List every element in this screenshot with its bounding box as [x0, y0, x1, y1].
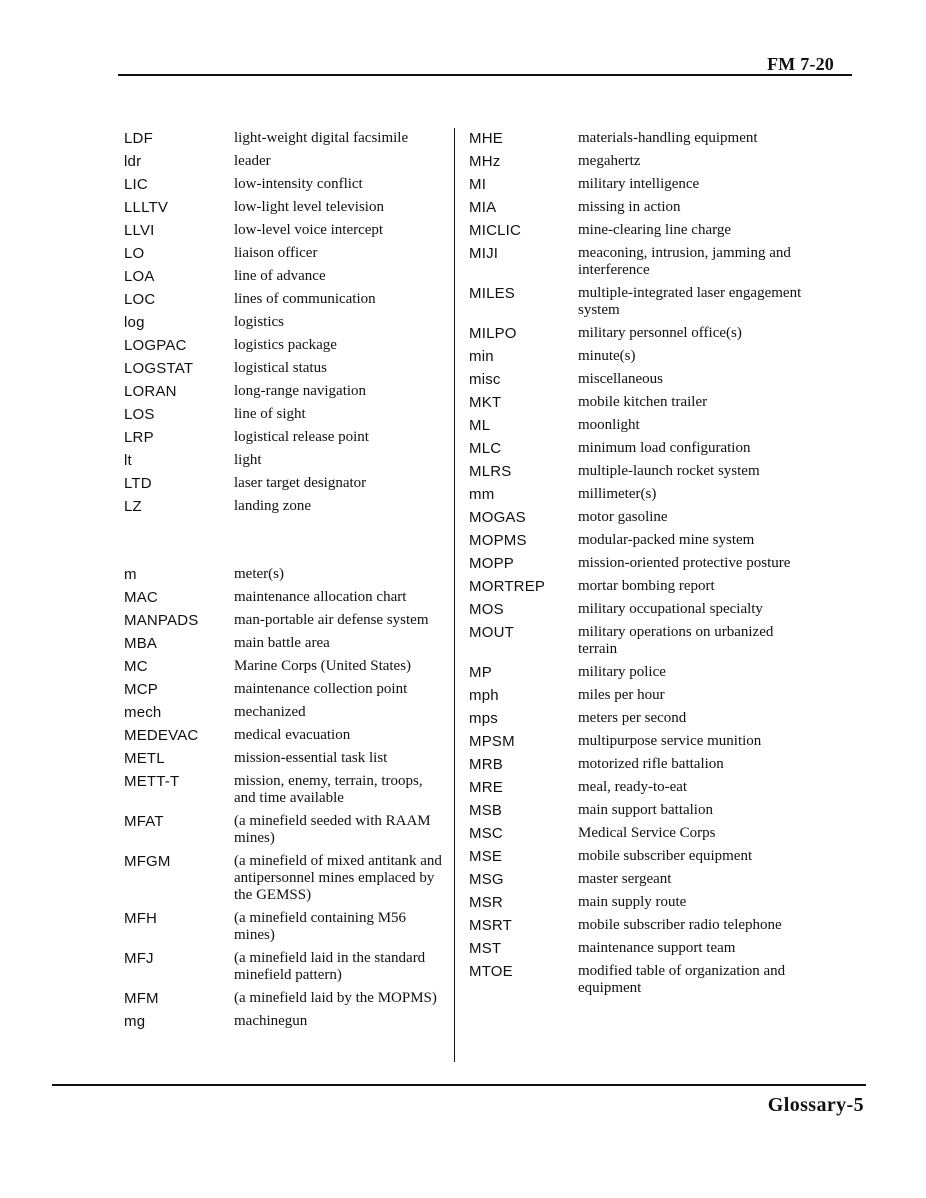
glossary-abbreviation: LOGSTAT — [124, 360, 194, 377]
glossary-abbreviation: MFGM — [124, 853, 171, 870]
glossary-entry — [124, 197, 446, 220]
glossary-definition: mechanized — [234, 704, 306, 720]
glossary-abbreviation: LOA — [124, 268, 155, 285]
glossary-abbreviation: LORAN — [124, 383, 177, 400]
glossary-definition: multiple-launch rocket system — [578, 463, 760, 479]
glossary-entry — [124, 151, 446, 174]
glossary-abbreviation: MAC — [124, 589, 158, 606]
glossary-definition: mobile kitchen trailer — [578, 394, 708, 410]
glossary-abbreviation: LIC — [124, 176, 148, 193]
page-header-title: FM 7-20 — [767, 54, 834, 74]
glossary-definition: mobile subscriber equipment — [578, 848, 753, 864]
glossary-abbreviation: MLC — [469, 440, 502, 457]
glossary-abbreviation: MSG — [469, 871, 504, 888]
glossary-abbreviation: MSR — [469, 894, 503, 911]
glossary-abbreviation: MANPADS — [124, 612, 199, 629]
glossary-entry — [469, 323, 809, 346]
glossary-abbreviation: misc — [469, 371, 501, 388]
glossary-entry — [469, 708, 809, 731]
glossary-entry — [469, 800, 809, 823]
glossary-group-l — [124, 128, 446, 519]
glossary-definition: maintenance allocation chart — [234, 589, 407, 605]
glossary-entry — [469, 392, 809, 415]
glossary-abbreviation: LZ — [124, 498, 142, 515]
glossary-definition: miles per hour — [578, 687, 665, 703]
glossary-definition: multipurpose service munition — [578, 733, 762, 749]
glossary-definition: Marine Corps (United States) — [234, 658, 412, 674]
glossary-entry — [469, 576, 809, 599]
glossary-definition: motor gasoline — [578, 509, 668, 525]
glossary-abbreviation: MOS — [469, 601, 504, 618]
glossary-entry — [124, 128, 446, 151]
glossary-definition: (a minefield laid by the MOPMS) — [234, 990, 437, 1006]
glossary-abbreviation: LOC — [124, 291, 156, 308]
glossary-entry — [469, 869, 809, 892]
glossary-abbreviation: MICLIC — [469, 222, 522, 239]
glossary-definition: meters per second — [578, 710, 687, 726]
glossary-definition: logistical release point — [234, 429, 369, 445]
glossary-abbreviation: MFM — [124, 990, 159, 1007]
glossary-group-m-continued — [469, 128, 809, 1001]
glossary-abbreviation: LO — [124, 245, 145, 262]
glossary-definition: low-intensity conflict — [234, 176, 363, 192]
glossary-entry — [469, 346, 809, 369]
glossary-entry — [469, 662, 809, 685]
glossary-definition: liaison officer — [234, 245, 318, 261]
glossary-entry — [469, 484, 809, 507]
glossary-entry — [469, 461, 809, 484]
glossary-definition: logistical status — [234, 360, 327, 376]
glossary-entry — [124, 908, 446, 948]
glossary-entry — [469, 174, 809, 197]
glossary-entry — [124, 312, 446, 335]
glossary-definition: line of sight — [234, 406, 306, 422]
glossary-abbreviation: MFJ — [124, 950, 154, 967]
glossary-abbreviation: LTD — [124, 475, 152, 492]
glossary-definition: light — [234, 452, 262, 468]
glossary-abbreviation: mph — [469, 687, 499, 704]
glossary-entry — [124, 725, 446, 748]
glossary-definition: low-level voice intercept — [234, 222, 384, 238]
glossary-entry — [124, 473, 446, 496]
glossary-abbreviation: MSC — [469, 825, 503, 842]
glossary-abbreviation: MOPP — [469, 555, 514, 572]
glossary-definition: (a minefield containing M56 mines) — [234, 910, 407, 943]
glossary-definition: megahertz — [578, 153, 641, 169]
glossary-definition: military operations on urbanized terrain — [578, 624, 774, 657]
glossary-definition: miscellaneous — [578, 371, 663, 387]
glossary-abbreviation: MI — [469, 176, 487, 193]
glossary-abbreviation: MTOE — [469, 963, 513, 980]
glossary-abbreviation: MSRT — [469, 917, 513, 934]
footer-rule — [52, 1084, 866, 1086]
glossary-entry — [124, 851, 446, 908]
glossary-entry — [469, 283, 809, 323]
glossary-abbreviation: mps — [469, 710, 498, 727]
glossary-entry — [469, 507, 809, 530]
glossary-definition: landing zone — [234, 498, 312, 514]
glossary-abbreviation: MRE — [469, 779, 503, 796]
glossary-abbreviation: MFAT — [124, 813, 164, 830]
glossary-entry — [469, 685, 809, 708]
glossary-definition: modular-packed mine system — [578, 532, 755, 548]
glossary-entry — [124, 610, 446, 633]
glossary-abbreviation: MSB — [469, 802, 503, 819]
glossary-abbreviation: METT-T — [124, 773, 180, 790]
glossary-definition: meaconing, intrusion, jamming and interference — [578, 245, 791, 278]
glossary-entry — [469, 243, 809, 283]
glossary-entry — [469, 553, 809, 576]
glossary-abbreviation: MLRS — [469, 463, 512, 480]
glossary-entry — [469, 220, 809, 243]
glossary-entry — [124, 748, 446, 771]
glossary-definition: machinegun — [234, 1013, 308, 1029]
glossary-definition: materials-handling equipment — [578, 130, 758, 146]
glossary-entry — [469, 622, 809, 662]
glossary-abbreviation: MOUT — [469, 624, 514, 641]
glossary-definition: modified table of organization and equipment — [578, 963, 786, 996]
glossary-abbreviation: MRB — [469, 756, 503, 773]
glossary-entry — [469, 777, 809, 800]
glossary-abbreviation: MP — [469, 664, 492, 681]
glossary-definition: missing in action — [578, 199, 681, 215]
glossary-abbreviation: mech — [124, 704, 162, 721]
glossary-entry — [124, 289, 446, 312]
glossary-definition: mortar bombing report — [578, 578, 715, 594]
glossary-definition: main support battalion — [578, 802, 713, 818]
glossary-entry — [124, 427, 446, 450]
glossary-definition: mission, enemy, terrain, troops, and time available — [234, 773, 423, 806]
glossary-definition: mobile subscriber radio telephone — [578, 917, 782, 933]
glossary-definition: mine-clearing line charge — [578, 222, 731, 238]
glossary-entry — [124, 811, 446, 851]
glossary-abbreviation: LOS — [124, 406, 155, 423]
glossary-entry — [124, 174, 446, 197]
glossary-abbreviation: mm — [469, 486, 495, 503]
glossary-abbreviation: MSE — [469, 848, 503, 865]
glossary-abbreviation: m — [124, 566, 137, 583]
glossary-entry — [469, 599, 809, 622]
glossary-entry — [124, 702, 446, 725]
glossary-abbreviation: MIA — [469, 199, 497, 216]
glossary-entry — [124, 988, 446, 1011]
glossary-group-m — [124, 564, 446, 1034]
glossary-entry — [469, 731, 809, 754]
glossary-definition: meter(s) — [234, 566, 284, 582]
glossary-abbreviation: MILES — [469, 285, 516, 302]
glossary-abbreviation: LDF — [124, 130, 153, 147]
glossary-entry — [469, 938, 809, 961]
glossary-abbreviation: MFH — [124, 910, 158, 927]
glossary-abbreviation: MCP — [124, 681, 158, 698]
glossary-abbreviation: MORTREP — [469, 578, 546, 595]
glossary-definition: logistics package — [234, 337, 337, 353]
glossary-definition: leader — [234, 153, 271, 169]
glossary-entry — [469, 892, 809, 915]
glossary-abbreviation: lt — [124, 452, 132, 469]
glossary-entry — [124, 679, 446, 702]
glossary-definition: Medical Service Corps — [578, 825, 716, 841]
glossary-definition: (a minefield of mixed antitank and antipersonnel mines emplaced by the GEMSS) — [234, 853, 442, 903]
glossary-definition: master sergeant — [578, 871, 672, 887]
glossary-definition: main supply route — [578, 894, 687, 910]
glossary-abbreviation: ML — [469, 417, 491, 434]
glossary-abbreviation: LLVI — [124, 222, 155, 239]
glossary-entry — [124, 587, 446, 610]
glossary-definition: minute(s) — [578, 348, 636, 364]
glossary-entry — [124, 496, 446, 519]
glossary-entry — [469, 530, 809, 553]
glossary-entry — [124, 450, 446, 473]
glossary-abbreviation: LOGPAC — [124, 337, 187, 354]
glossary-definition: long-range navigation — [234, 383, 367, 399]
glossary-entry — [124, 220, 446, 243]
glossary-entry — [469, 415, 809, 438]
glossary-definition: mission-essential task list — [234, 750, 388, 766]
glossary-definition: minimum load configuration — [578, 440, 751, 456]
glossary-entry — [469, 846, 809, 869]
glossary-definition: meal, ready-to-eat — [578, 779, 688, 795]
glossary-definition: maintenance support team — [578, 940, 736, 956]
glossary-definition: (a minefield seeded with RAAM mines) — [234, 813, 431, 846]
glossary-entry — [469, 823, 809, 846]
column-divider — [454, 128, 455, 1062]
glossary-definition: (a minefield laid in the standard minefield pattern) — [234, 950, 426, 983]
glossary-abbreviation: mg — [124, 1013, 146, 1030]
glossary-definition: motorized rifle battalion — [578, 756, 724, 772]
glossary-entry — [124, 771, 446, 811]
glossary-abbreviation: MC — [124, 658, 148, 675]
glossary-abbreviation: MIJI — [469, 245, 499, 262]
glossary-entry — [124, 1011, 446, 1034]
glossary-abbreviation: MHE — [469, 130, 503, 147]
glossary-definition: maintenance collection point — [234, 681, 408, 697]
glossary-definition: military intelligence — [578, 176, 700, 192]
glossary-definition: mission-oriented protective posture — [578, 555, 791, 571]
glossary-abbreviation: ldr — [124, 153, 142, 170]
glossary-entry — [469, 369, 809, 392]
glossary-abbreviation: MPSM — [469, 733, 515, 750]
glossary-abbreviation: MOGAS — [469, 509, 526, 526]
glossary-abbreviation: MOPMS — [469, 532, 527, 549]
glossary-definition: man-portable air defense system — [234, 612, 429, 628]
glossary-abbreviation: LLLTV — [124, 199, 169, 216]
glossary-entry — [469, 754, 809, 777]
glossary-entry — [469, 197, 809, 220]
glossary-definition: light-weight digital facsimile — [234, 130, 409, 146]
glossary-abbreviation: METL — [124, 750, 165, 767]
glossary-abbreviation: MBA — [124, 635, 158, 652]
glossary-definition: lines of communication — [234, 291, 376, 307]
group-spacer — [124, 519, 446, 564]
glossary-entry — [124, 381, 446, 404]
page-footer-label: Glossary-5 — [767, 1094, 864, 1116]
glossary-entry — [124, 564, 446, 587]
glossary-entry — [124, 266, 446, 289]
glossary-entry — [124, 404, 446, 427]
header-rule — [118, 74, 852, 76]
glossary-definition: military occupational specialty — [578, 601, 763, 617]
glossary-abbreviation: MEDEVAC — [124, 727, 199, 744]
glossary-entry — [469, 128, 809, 151]
glossary-abbreviation: MHz — [469, 153, 501, 170]
glossary-definition: logistics — [234, 314, 285, 330]
glossary-abbreviation: MILPO — [469, 325, 517, 342]
glossary-entry — [469, 151, 809, 174]
glossary-abbreviation: MST — [469, 940, 502, 957]
glossary-abbreviation: LRP — [124, 429, 154, 446]
glossary-entry — [124, 656, 446, 679]
glossary-definition: line of advance — [234, 268, 326, 284]
glossary-definition: multiple-integrated laser engagement system — [578, 285, 802, 318]
glossary-entry — [469, 915, 809, 938]
glossary-entry — [124, 948, 446, 988]
glossary-right-column — [469, 128, 809, 1001]
glossary-entry — [124, 335, 446, 358]
glossary-abbreviation: log — [124, 314, 145, 331]
glossary-definition: main battle area — [234, 635, 330, 651]
glossary-entry — [124, 243, 446, 266]
glossary-definition: laser target designator — [234, 475, 367, 491]
glossary-definition: military personnel office(s) — [578, 325, 742, 341]
glossary-entry — [124, 633, 446, 656]
glossary-definition: moonlight — [578, 417, 640, 433]
glossary-definition: millimeter(s) — [578, 486, 657, 502]
glossary-abbreviation: MKT — [469, 394, 502, 411]
glossary-left-column — [124, 128, 446, 1034]
glossary-entry — [469, 438, 809, 461]
glossary-abbreviation: min — [469, 348, 494, 365]
glossary-entry — [124, 358, 446, 381]
glossary-definition: low-light level television — [234, 199, 384, 215]
glossary-entry — [469, 961, 809, 1001]
glossary-definition: medical evacuation — [234, 727, 351, 743]
glossary-definition: military police — [578, 664, 666, 680]
